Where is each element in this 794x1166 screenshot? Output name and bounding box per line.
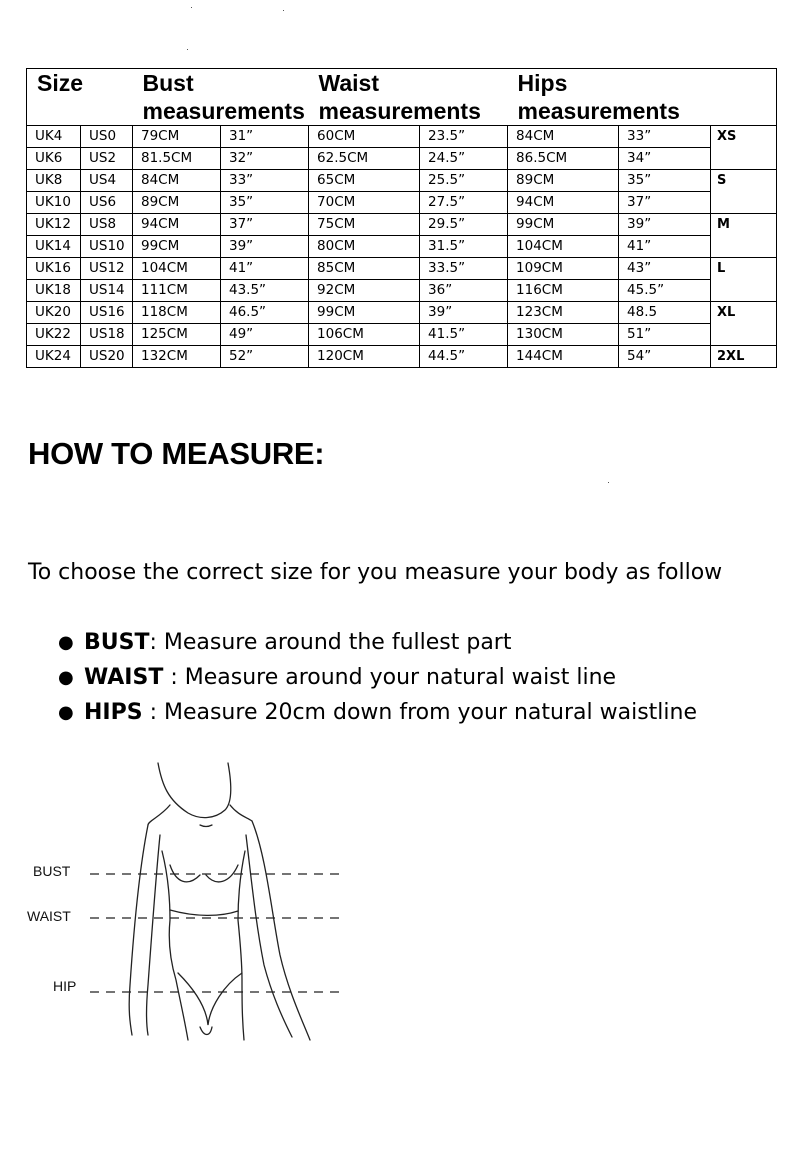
cell-bust-cm: 89CM [133,192,221,214]
scan-speck [191,7,192,8]
size-chart-table [26,68,777,368]
cell-bust-cm: 94CM [133,214,221,236]
bullet-hips [56,695,697,730]
cell-size-category [711,236,777,258]
cell-bust-cm: 81.5CM [133,148,221,170]
intro-text: To choose the correct size for you measure your body as follow [28,560,723,585]
cell-waist-in: 23.5” [420,126,508,148]
cell-us-size: US20 [81,346,133,368]
bullet-term: HIPS [84,700,143,725]
table-row [27,148,777,170]
table-row [27,258,777,280]
cell-waist-cm: 80CM [309,236,420,258]
cell-uk-size: UK22 [27,324,81,346]
cell-hips-cm: 123CM [508,302,619,324]
header-size: Size [27,69,133,126]
bullet-text: : Measure around your natural waist line [163,665,617,690]
cell-bust-cm: 132CM [133,346,221,368]
cell-waist-in: 36” [420,280,508,302]
cell-waist-in: 27.5” [420,192,508,214]
cell-size-category: XL [711,302,777,324]
table-row [27,126,777,148]
measure-instructions [56,625,697,730]
table-row [27,302,777,324]
cell-hips-cm: 144CM [508,346,619,368]
table-row [27,280,777,302]
cell-bust-cm: 125CM [133,324,221,346]
cell-size-category: S [711,170,777,192]
cell-hips-cm: 84CM [508,126,619,148]
scan-speck [283,10,284,11]
cell-hips-in: 34” [619,148,711,170]
header-category [711,69,777,126]
cell-hips-in: 37” [619,192,711,214]
cell-size-category [711,148,777,170]
cell-uk-size: UK18 [27,280,81,302]
cell-us-size: US16 [81,302,133,324]
cell-waist-cm: 85CM [309,258,420,280]
header-hips: Hips measurements [508,69,711,126]
cell-waist-in: 44.5” [420,346,508,368]
cell-bust-in: 41” [221,258,309,280]
table-row [27,324,777,346]
cell-uk-size: UK6 [27,148,81,170]
cell-bust-cm: 99CM [133,236,221,258]
cell-hips-in: 41” [619,236,711,258]
cell-hips-cm: 116CM [508,280,619,302]
cell-bust-in: 37” [221,214,309,236]
cell-waist-in: 39” [420,302,508,324]
cell-hips-in: 33” [619,126,711,148]
cell-waist-cm: 106CM [309,324,420,346]
cell-us-size: US0 [81,126,133,148]
table-row [27,170,777,192]
cell-waist-in: 29.5” [420,214,508,236]
cell-uk-size: UK20 [27,302,81,324]
cell-bust-in: 33” [221,170,309,192]
cell-us-size: US10 [81,236,133,258]
cell-size-category [711,324,777,346]
figure-label-waist: WAIST [27,908,71,924]
cell-waist-cm: 65CM [309,170,420,192]
bullet-bust [56,625,697,660]
cell-us-size: US14 [81,280,133,302]
cell-hips-cm: 99CM [508,214,619,236]
cell-hips-in: 39” [619,214,711,236]
body-outline-illustration [20,755,360,1045]
cell-waist-cm: 99CM [309,302,420,324]
cell-us-size: US8 [81,214,133,236]
cell-size-category: 2XL [711,346,777,368]
bullet-dot-icon: ● [58,667,74,688]
cell-size-category [711,192,777,214]
cell-uk-size: UK10 [27,192,81,214]
measurement-figure [20,755,360,1045]
cell-bust-in: 49” [221,324,309,346]
cell-size-category: XS [711,126,777,148]
table-row [27,192,777,214]
scan-speck [187,49,188,50]
cell-hips-cm: 94CM [508,192,619,214]
bullet-text: : Measure 20cm down from your natural waistline [142,700,697,725]
cell-uk-size: UK14 [27,236,81,258]
table-row [27,214,777,236]
cell-uk-size: UK8 [27,170,81,192]
bullet-term: BUST [84,630,150,655]
figure-label-hip: HIP [53,978,77,994]
table-row [27,236,777,258]
bullet-text: : Measure around the fullest part [149,630,512,655]
bullet-term: WAIST [84,665,164,690]
cell-waist-in: 25.5” [420,170,508,192]
cell-waist-cm: 120CM [309,346,420,368]
cell-hips-in: 54” [619,346,711,368]
cell-hips-in: 48.5 [619,302,711,324]
cell-hips-cm: 130CM [508,324,619,346]
cell-us-size: US2 [81,148,133,170]
cell-hips-cm: 104CM [508,236,619,258]
cell-hips-cm: 86.5CM [508,148,619,170]
cell-bust-in: 52” [221,346,309,368]
cell-hips-in: 45.5” [619,280,711,302]
scan-speck [608,482,609,483]
cell-bust-in: 32” [221,148,309,170]
cell-bust-in: 46.5” [221,302,309,324]
cell-waist-cm: 75CM [309,214,420,236]
cell-size-category [711,280,777,302]
bullet-dot-icon: ● [58,632,74,653]
cell-bust-cm: 84CM [133,170,221,192]
cell-waist-in: 31.5” [420,236,508,258]
cell-bust-in: 39” [221,236,309,258]
cell-hips-cm: 109CM [508,258,619,280]
header-bust: Bust measurements [133,69,309,126]
cell-bust-cm: 111CM [133,280,221,302]
cell-us-size: US18 [81,324,133,346]
cell-waist-in: 33.5” [420,258,508,280]
cell-uk-size: UK4 [27,126,81,148]
cell-bust-cm: 104CM [133,258,221,280]
figure-label-bust: BUST [33,863,71,879]
cell-bust-in: 35” [221,192,309,214]
bullet-dot-icon: ● [58,702,74,723]
cell-waist-cm: 60CM [309,126,420,148]
cell-hips-in: 51” [619,324,711,346]
cell-waist-in: 41.5” [420,324,508,346]
cell-hips-cm: 89CM [508,170,619,192]
cell-uk-size: UK24 [27,346,81,368]
cell-us-size: US4 [81,170,133,192]
cell-uk-size: UK12 [27,214,81,236]
cell-uk-size: UK16 [27,258,81,280]
table-row [27,346,777,368]
cell-hips-in: 43” [619,258,711,280]
cell-us-size: US6 [81,192,133,214]
table-header-row [27,69,777,126]
cell-us-size: US12 [81,258,133,280]
header-waist: Waist measurements [309,69,508,126]
cell-bust-cm: 118CM [133,302,221,324]
bullet-waist [56,660,697,695]
cell-waist-cm: 70CM [309,192,420,214]
cell-hips-in: 35” [619,170,711,192]
cell-bust-in: 43.5” [221,280,309,302]
cell-waist-cm: 62.5CM [309,148,420,170]
cell-bust-cm: 79CM [133,126,221,148]
cell-size-category: M [711,214,777,236]
cell-waist-cm: 92CM [309,280,420,302]
cell-size-category: L [711,258,777,280]
cell-bust-in: 31” [221,126,309,148]
how-to-measure-heading: HOW TO MEASURE: [28,436,325,471]
cell-waist-in: 24.5” [420,148,508,170]
